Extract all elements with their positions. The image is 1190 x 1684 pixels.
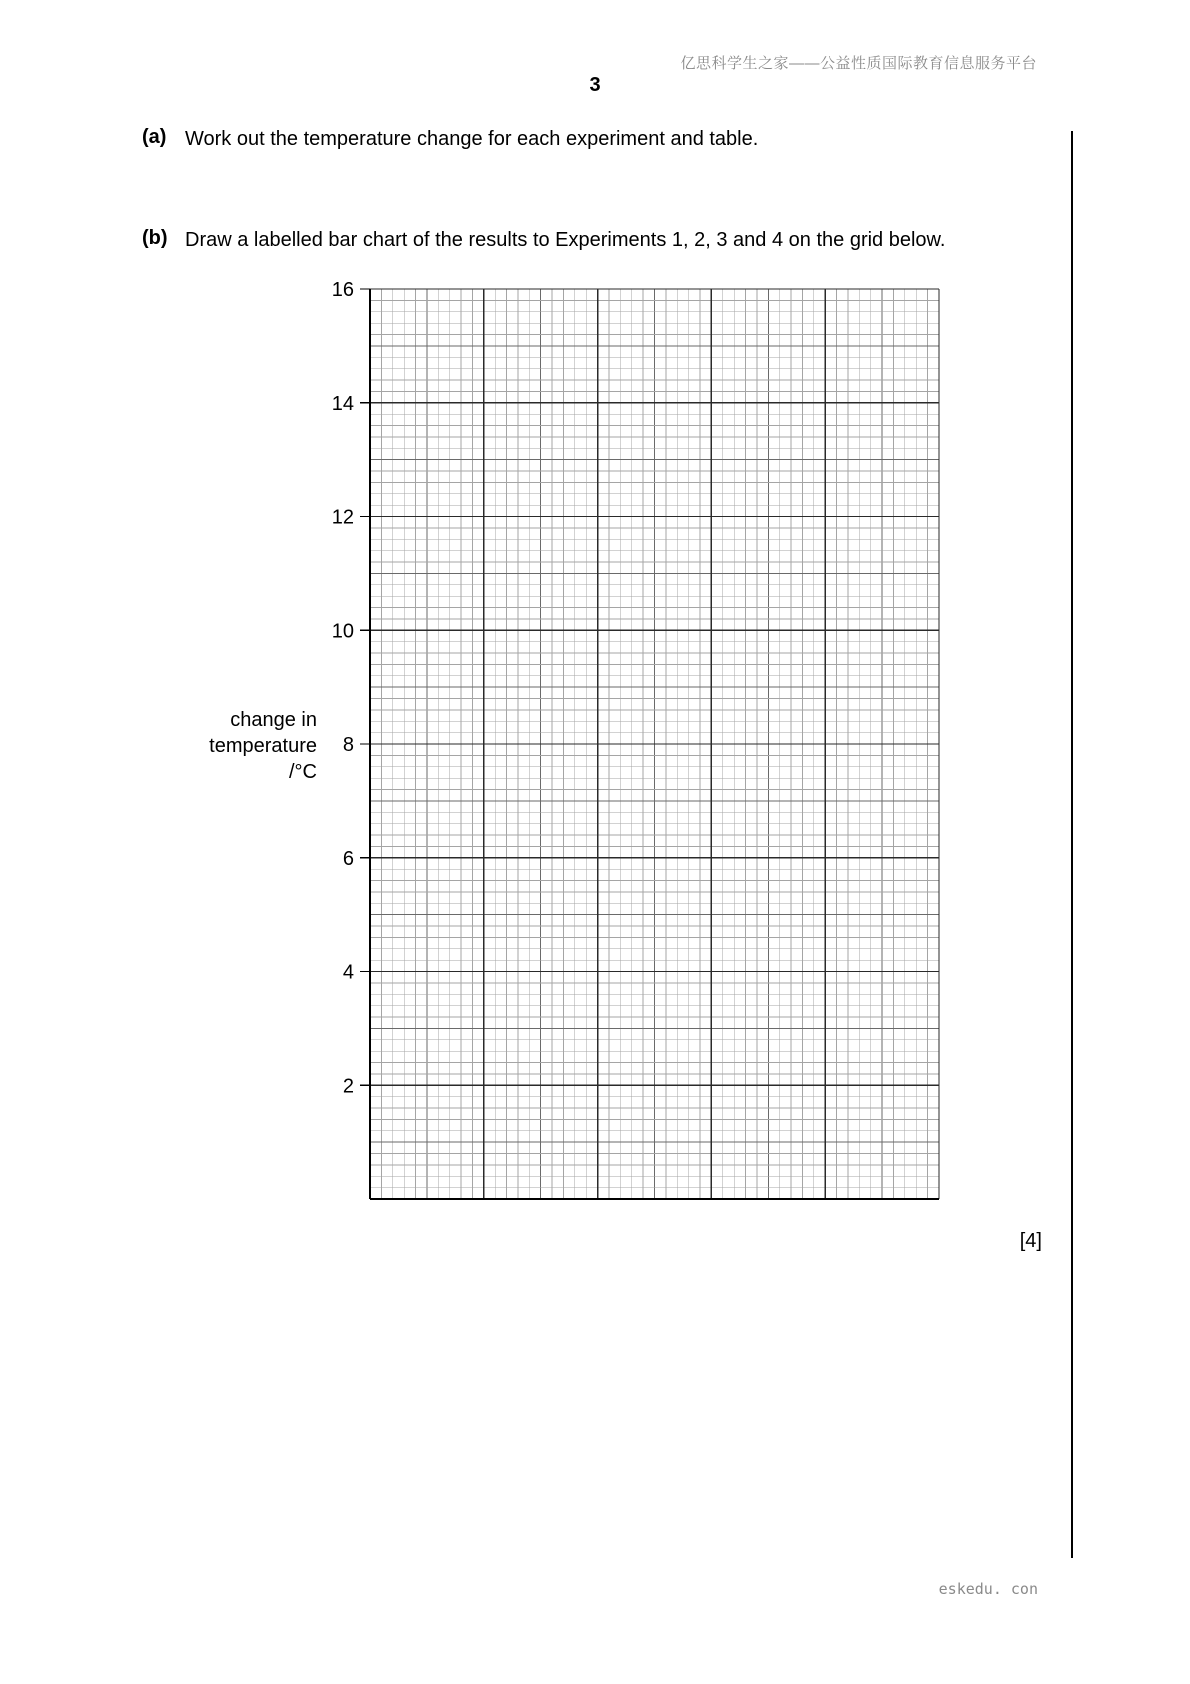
footer-watermark: eskedu. con (938, 1580, 1038, 1598)
y-axis-label-line-1: change in (230, 709, 317, 731)
header-watermark: 亿思科学生之家——公益性质国际教育信息服务平台 (680, 55, 1037, 72)
y-tick-label: 6 (342, 847, 354, 870)
y-tick-label: 10 (331, 620, 354, 643)
y-tick-label: 2 (342, 1075, 354, 1098)
y-tick-label: 14 (331, 392, 354, 415)
question-a-text: Work out the temperature change for each experiment and table. (185, 128, 759, 150)
question-b-text: Draw a labelled bar chart of the results to Experiments 1, 2, 3 and 4 on the grid below. (185, 229, 946, 251)
y-tick-label: 16 (331, 279, 354, 301)
y-tick-label: 8 (342, 734, 354, 756)
y-axis-label-line-2: temperature (209, 735, 317, 757)
page-number: 3 (589, 74, 601, 96)
y-tick-label: 4 (342, 961, 354, 984)
mark-allocation: [4] (1019, 1230, 1042, 1252)
y-axis-label-line-3: /°C (289, 761, 317, 783)
y-tick-label: 12 (331, 506, 354, 529)
question-b-label: (b) (142, 227, 168, 249)
question-a-label: (a) (142, 126, 167, 148)
